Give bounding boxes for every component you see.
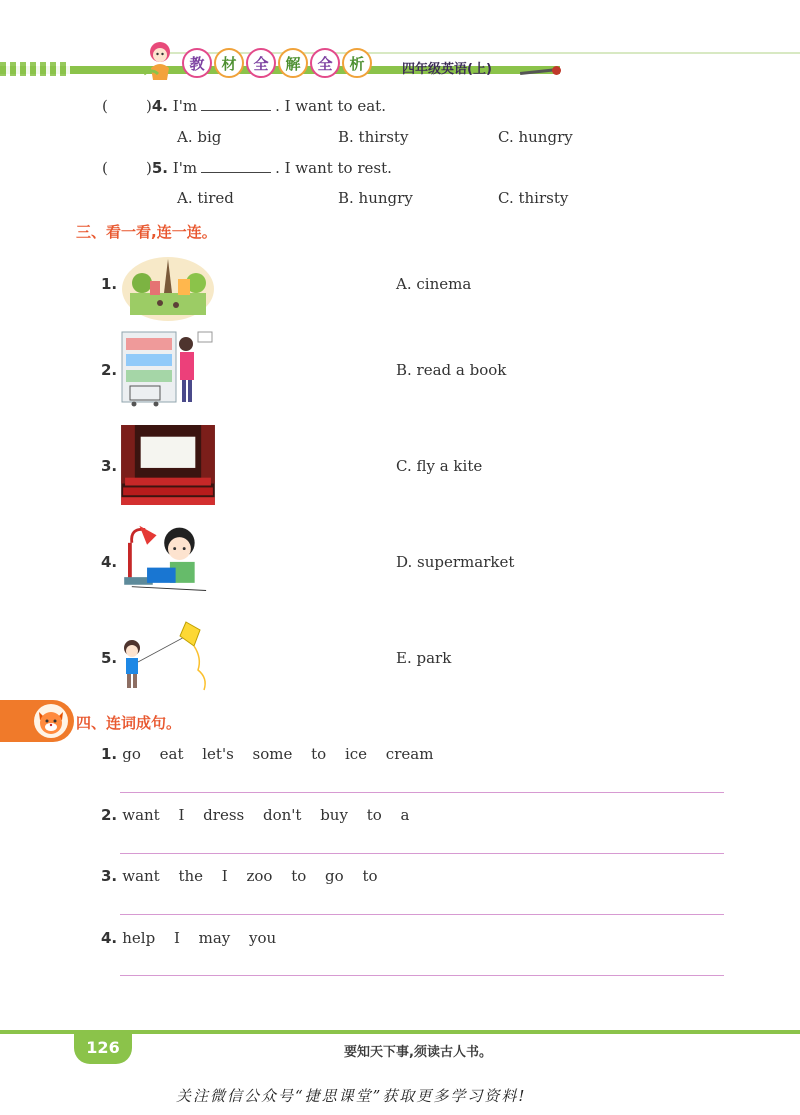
- sentence-number: 3.: [101, 867, 118, 885]
- fill-blank[interactable]: [201, 158, 271, 173]
- answer-line[interactable]: [120, 792, 724, 793]
- pen-tip-icon: [552, 66, 561, 75]
- option-b: B. hungry: [338, 189, 413, 207]
- brand-char: 全: [246, 48, 276, 78]
- sentence-number: 4.: [101, 929, 118, 947]
- page-number: 126: [86, 1038, 120, 1057]
- match-word: C. fly a kite: [396, 457, 483, 475]
- answer-paren[interactable]: ( ): [102, 159, 152, 177]
- fill-blank[interactable]: [201, 96, 271, 111]
- brand-title: [182, 48, 372, 78]
- sentence-item: [101, 928, 276, 947]
- option-c: C. hungry: [498, 128, 573, 146]
- section-3-title: 三、看一看,连一连。: [76, 223, 217, 241]
- sentence-item: [101, 744, 433, 763]
- sentence-words: want the I zoo to go to: [122, 867, 378, 885]
- brand-char: 全: [310, 48, 340, 78]
- match-number: 5.: [101, 649, 118, 667]
- question-stem-before: I'm: [172, 97, 198, 115]
- match-number: 1.: [101, 275, 118, 293]
- header-stripe: [0, 62, 800, 76]
- match-word: E. park: [396, 649, 452, 667]
- sentence-number: 1.: [101, 745, 118, 763]
- question-5: [102, 158, 392, 177]
- cinema-hall-icon[interactable]: [120, 425, 216, 505]
- match-number: 2.: [101, 361, 118, 379]
- mascot-fox-icon: [34, 704, 68, 738]
- question-stem-after: . I want to rest.: [275, 159, 392, 177]
- answer-line[interactable]: [120, 975, 724, 976]
- sentence-words: want I dress don't buy to a: [122, 806, 410, 824]
- option-b: B. thirsty: [338, 128, 409, 146]
- answer-paren[interactable]: ( ): [102, 97, 152, 115]
- question-number: 4.: [151, 97, 168, 115]
- sentence-item: [101, 866, 378, 885]
- header-subject: 四年级英语(上): [402, 62, 492, 77]
- sentence-words: go eat let's some to ice cream: [122, 745, 434, 763]
- brand-char: 解: [278, 48, 308, 78]
- question-4: [102, 96, 386, 115]
- option-a: A. big: [177, 128, 222, 146]
- park-scene-icon[interactable]: [120, 248, 216, 328]
- footer-notice: 关注微信公众号“捷思课堂”获取更多学习资料!: [176, 1087, 527, 1105]
- boy-flying-kite-icon[interactable]: [120, 618, 216, 698]
- brand-char: 析: [342, 48, 372, 78]
- supermarket-shopping-icon[interactable]: [120, 328, 216, 408]
- answer-line[interactable]: [120, 914, 724, 915]
- option-c: C. thirsty: [498, 189, 569, 207]
- sentence-item: [101, 805, 409, 824]
- match-number: 4.: [101, 553, 118, 571]
- match-word: D. supermarket: [396, 553, 515, 571]
- brand-char: 材: [214, 48, 244, 78]
- brand-char: 教: [182, 48, 212, 78]
- footer-motto: 要知天下事,须读古人书。: [344, 1045, 492, 1060]
- question-stem-before: I'm: [172, 159, 198, 177]
- question-number: 5.: [151, 159, 168, 177]
- question-stem-after: . I want to eat.: [275, 97, 386, 115]
- sentence-words: help I may you: [122, 929, 277, 947]
- girl-reading-book-icon[interactable]: [120, 520, 216, 600]
- mascot-girl-icon: [138, 38, 182, 82]
- match-word: A. cinema: [396, 275, 472, 293]
- sentence-number: 2.: [101, 806, 118, 824]
- answer-line[interactable]: [120, 853, 724, 854]
- section-4-title: 四、连词成句。: [76, 714, 182, 732]
- option-a: A. tired: [177, 189, 234, 207]
- match-word: B. read a book: [396, 361, 507, 379]
- match-number: 3.: [101, 457, 118, 475]
